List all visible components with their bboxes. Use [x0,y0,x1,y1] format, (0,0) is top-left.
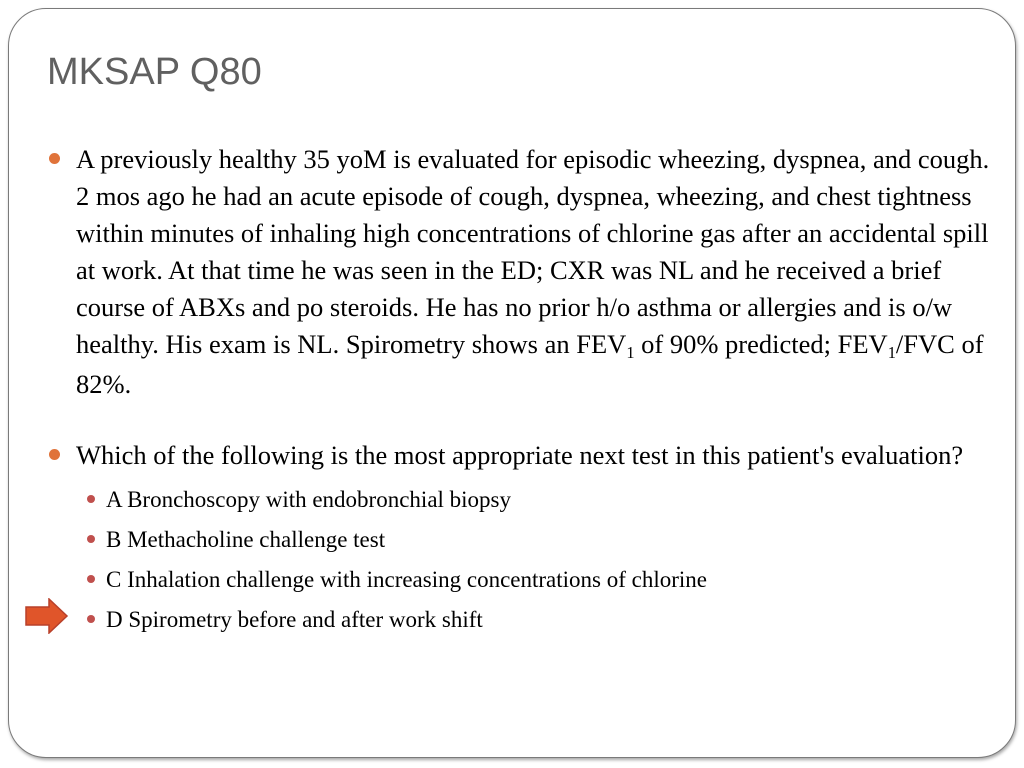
stem-text-3: /FVC of 82%. [76,329,984,399]
prompt-text: Which of the following is the most appropriate next test in this patient's evaluation? [76,440,964,470]
answer-option-c [85,560,1007,600]
right-arrow-icon [25,598,69,634]
answer-option-a [85,480,1007,520]
bullet-dot [87,615,95,623]
option-label: C Inhalation challenge with increasing concentrations of chlorine [106,567,707,592]
fev-subscript-2: 1 [887,342,896,362]
stem-text-2: of 90% predicted; FEV [634,329,888,359]
answer-option-d [85,600,1007,640]
slide-title: MKSAP Q80 [47,51,262,93]
option-label: A Bronchoscopy with endobronchial biopsy [106,487,512,512]
question-prompt [47,437,1007,474]
bullet-dot [87,495,95,503]
bullet-dot [49,153,60,164]
slide-content [47,141,1007,640]
answer-option-b [85,520,1007,560]
fev-subscript-1: 1 [626,342,635,362]
option-label: D Spirometry before and after work shift [106,607,483,632]
bullet-dot [87,575,95,583]
stem-text-1: A previously healthy 35 yoM is evaluated for episodic wheezing, dyspnea, and cough. 2 mos ago he had an acute episode of cough, dyspnea, wheezing, and chest tightness within minutes of inhaling high concentrations of chlorine gas after an accidental spill at work. At that time he was seen in the ED; CXR was NL and he received a brief course of ABXs and po steroids. He has no prior h/o asthma or allergies and is o/w healthy. His exam is NL. Spirometry shows an FEV [76,144,990,359]
bullet-dot [49,449,60,460]
bullet-dot [87,535,95,543]
option-label: B Methacholine challenge test [106,527,386,552]
question-stem [47,141,1007,403]
answer-options [47,480,1007,640]
slide-frame [8,8,1016,758]
